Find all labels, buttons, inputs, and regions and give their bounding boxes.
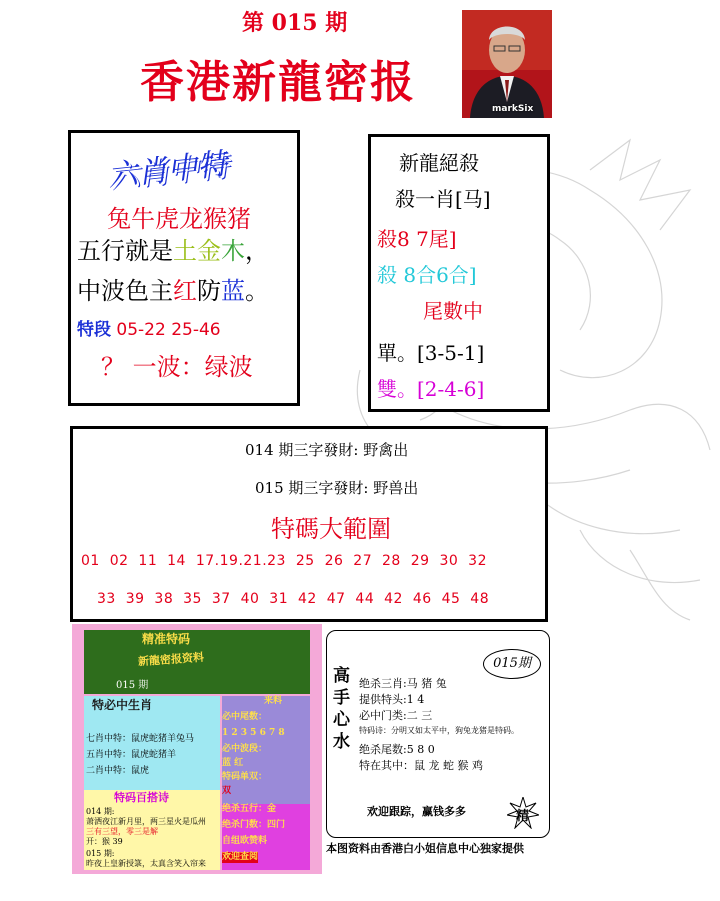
card-poem: 特码诗：分明又如太平中，狗兔龙猪是特码。 <box>359 726 519 735</box>
range-numbers-row1: 01 02 11 14 17.19.21.23 25 26 27 28 29 30 32 <box>81 553 487 569</box>
poster-p5: 015 期: <box>86 849 115 858</box>
kill-sum: 殺 8合6合] <box>377 263 477 287</box>
poster-p4: 开：猴 39 <box>86 837 123 846</box>
expert-char-4: 水 <box>333 732 350 752</box>
zodiac-list: 兔牛虎龙猴猪 <box>107 205 251 233</box>
kill-tail: 殺8 7尾] <box>377 227 457 251</box>
wave-blue: 蓝 <box>221 277 245 305</box>
footer-credit: 本图资料由香港白小姐信息中心独家提供 <box>326 842 524 855</box>
expert-vertical-title <box>333 665 353 753</box>
poster-r8: 绝杀门数：四门 <box>222 820 286 830</box>
poster-r-title: 来料 <box>264 696 283 706</box>
even-tails-line <box>377 373 484 402</box>
five-elements-prefix: 五行就是 <box>77 237 173 265</box>
wave-color-line <box>77 271 269 306</box>
poster-r4: 蓝 红 <box>222 758 244 768</box>
issue-number: 第 015 期 <box>242 10 348 36</box>
five-elements-line <box>77 231 269 266</box>
kill-zodiac: 殺一肖[马] <box>395 187 491 211</box>
poster-r6: 双 <box>222 786 232 796</box>
one-wave-line: ？ 一波：绿波 <box>101 353 253 381</box>
range-numbers-row2: 33 39 38 35 37 40 31 42 47 44 42 46 45 48 <box>97 591 490 607</box>
poster-l2: 五肖中特：鼠虎蛇猪羊 <box>86 750 177 760</box>
poster-r3: 必中波段： <box>222 744 268 754</box>
poster-section1: 特必中生肖 <box>92 698 153 712</box>
poster-p2: 萧洒夜江新月里，两三星火是瓜州 <box>86 817 206 826</box>
portrait-photo <box>462 10 552 118</box>
issue-badge: 015期 <box>483 649 541 679</box>
photo-caption: markSix <box>492 104 534 114</box>
expert-char-1: 高 <box>333 666 350 686</box>
wave-red: 红 <box>173 277 197 305</box>
poster-r1: 必中尾数： <box>222 712 268 722</box>
stamp-text: 精 <box>516 809 530 824</box>
portrait-icon <box>462 10 552 118</box>
odd-tails: 單。[3-5-1] <box>377 341 485 365</box>
element-wood: 木 <box>221 237 245 265</box>
poster-image <box>72 624 322 874</box>
expert-char-2: 手 <box>333 688 350 708</box>
wave-prefix: 中波色主 <box>77 277 173 305</box>
poster-l3: 二肖中特：鼠虎 <box>86 766 150 776</box>
poster-section2: 特码百搭诗 <box>114 791 169 804</box>
poster-p6: 昨夜上皇新授箓，太真含笑入帘来 <box>86 859 206 868</box>
special-segment-line <box>77 315 221 340</box>
tail-hit-title: 尾數中 <box>423 299 483 323</box>
zodiac-logo: 六肖中特 <box>105 146 229 195</box>
zodiac-box <box>68 130 300 406</box>
wave-suffix: 。 <box>245 277 269 305</box>
page-title: 香港新龍密报 <box>140 57 416 108</box>
poster-r2: 1 2 3 5 6 7 8 <box>222 728 285 738</box>
poster-r5: 特码单双： <box>222 772 268 782</box>
card-welcome: 欢迎跟踪，赢钱多多 <box>367 805 466 818</box>
expert-char-3: 心 <box>333 710 350 730</box>
special-segment-label: 特段 <box>77 320 111 340</box>
range-title: 特碼大範圍 <box>271 515 391 543</box>
poster-p1: 014 期: <box>86 807 115 816</box>
poster-p3: 三有三望，零三是解 <box>86 827 158 836</box>
card-must-gate: 必中门类:二 三 <box>359 709 433 722</box>
poster-banner-sub: 新龍密报资料 <box>137 650 205 669</box>
prev-issue-tip: 014 期三字發財: 野禽出 <box>245 441 409 459</box>
poster-issue: 015 期 <box>116 680 149 691</box>
even-tails-value: [2-4-6] <box>417 377 485 401</box>
kill-box <box>368 134 550 412</box>
poster-r9: 自组欧赞料 <box>222 836 268 846</box>
special-segment-value: 05-22 25-46 <box>116 320 221 340</box>
poster-r7: 绝杀五行：金 <box>222 804 277 814</box>
expert-card <box>326 630 550 838</box>
kill-title: 新龍絕殺 <box>399 151 479 175</box>
stamp-badge <box>507 797 539 829</box>
poster-banner-title: 精准特码 <box>142 632 191 646</box>
element-metal: 金 <box>197 237 221 265</box>
curr-issue-tip: 015 期三字發財: 野兽出 <box>255 479 419 497</box>
card-special-in: 特在其中：鼠 龙 蛇 猴 鸡 <box>359 759 483 772</box>
five-elements-suffix: ， <box>245 237 269 265</box>
even-tails-label: 雙。 <box>377 377 417 401</box>
poster-r10: 欢迎查阅 <box>222 852 259 862</box>
card-kill-zodiac: 绝杀三肖:马 猪 兔 <box>359 677 447 690</box>
poster-l1: 七肖中特：鼠虎蛇猪羊兔马 <box>86 734 195 744</box>
card-special-head: 提供特头:1 4 <box>359 693 425 706</box>
wave-mid: 防 <box>197 277 221 305</box>
card-kill-tail: 绝杀尾数:5 8 0 <box>359 743 435 756</box>
range-box <box>70 426 548 622</box>
element-earth: 土 <box>173 237 197 265</box>
